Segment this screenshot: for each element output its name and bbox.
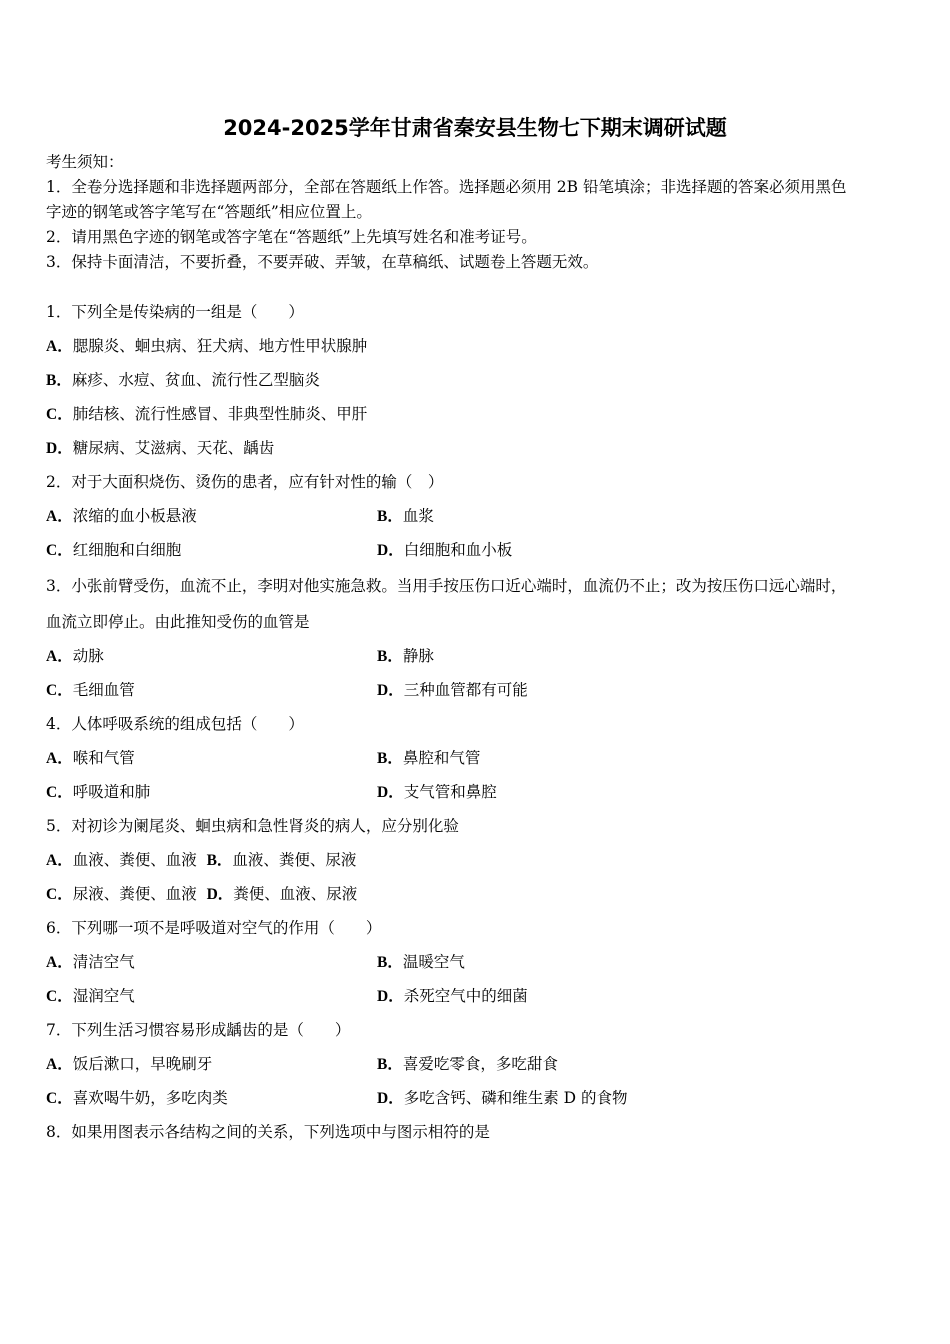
option-text: 毛细血管 [72,681,135,699]
option [46,363,320,398]
option [207,851,357,869]
option-label: C． [46,1090,73,1107]
option-text: 糖尿病、艾滋病、天花、龋齿 [72,439,275,457]
option [377,673,528,708]
option [46,851,197,869]
question [46,1013,916,1115]
option-text: 清洁空气 [72,953,135,971]
option-text: 肺结核、流行性感冒、非典型性肺炎、甲肝 [72,405,368,423]
option-label: D． [377,988,404,1005]
option-label: C． [46,406,73,423]
option-label: C． [46,542,73,559]
option-label: A． [46,338,73,355]
option-text: 血液、粪便、尿液 [232,851,357,869]
option-text: 粪便、血液、尿液 [233,885,358,903]
option-text: 血浆 [402,507,434,525]
option-label: C． [46,886,73,903]
option [46,1081,228,1116]
notice-item: 1．全卷分选择题和非选择题两部分，全部在答题纸上作答。选择题必须用 2B 铅笔填涂；非选择题的答案必须用黑色 [46,178,847,196]
question-stem: 8．如果用图表示各结构之间的关系，下列选项中与图示相符的是 [46,1123,490,1141]
question [46,707,916,809]
option-label: B． [377,508,403,525]
option-text: 喉和气管 [72,749,135,767]
option [46,945,135,980]
option [46,329,367,364]
notice-item: 3．保持卡面清洁，不要折叠，不要弄破、弄皱，在草稿纸、试题卷上答题无效。 [46,253,599,271]
option-text: 动脉 [72,647,104,665]
option [377,741,480,776]
option-text: 湿润空气 [72,987,135,1005]
option-text: 白细胞和血小板 [403,541,513,559]
option-text: 多吃含钙、磷和维生素 D 的食物 [403,1089,628,1107]
option [46,885,197,903]
option [46,499,197,534]
question [46,809,916,911]
question [46,911,916,1013]
question-stem-cont: 血流立即停止。由此推知受伤的血管是 [46,613,310,631]
option-text: 鼻腔和气管 [402,749,481,767]
option [377,499,434,534]
option-label: B． [377,648,403,665]
option-text: 静脉 [402,647,434,665]
option-label: A． [46,954,73,971]
option-text: 三种血管都有可能 [403,681,528,699]
option-label: D． [206,886,234,903]
option [377,533,512,568]
option [46,639,104,674]
question [46,295,916,465]
option-text: 饭后漱口，早晚刷牙 [72,1055,213,1073]
option-label: D． [46,440,73,457]
option-label: A． [46,852,73,869]
question-stem: 2．对于大面积烧伤、烫伤的患者，应有针对性的输（ ） [46,473,444,491]
question-stem: 7．下列生活习惯容易形成龋齿的是（ ） [46,1021,351,1039]
option-label: C． [46,988,73,1005]
notice-item: 2．请用黑色字迹的钢笔或答字笔在“答题纸”上先填写姓名和准考证号。 [46,228,537,246]
option-label: B． [377,750,403,767]
option [46,431,274,466]
option-text: 浓缩的血小板悬液 [72,507,197,525]
option-label: B． [377,1056,403,1073]
option [46,1047,212,1082]
option [46,741,135,776]
notice-heading: 考生须知： [46,153,124,171]
exam-notice [46,150,906,275]
option [46,533,181,568]
option [46,775,150,810]
question-stem: 5．对初诊为阑尾炎、蛔虫病和急性肾炎的病人，应分别化验 [46,817,459,835]
option-label: D． [377,542,404,559]
option [46,979,135,1014]
option-text: 血液、粪便、血液 [72,851,197,869]
question-stem: 3．小张前臂受伤，血流不止，李明对他实施急救。当用手按压伤口近心端时，血流仍不止；改为按压伤口远心端时， [46,577,847,595]
option-label: A． [46,750,73,767]
option [377,979,528,1014]
option [46,673,135,708]
option [377,639,434,674]
option-label: B． [46,372,72,389]
question-stem: 1．下列全是传染病的一组是（ ） [46,303,304,321]
option-text: 喜爱吃零食，多吃甜食 [402,1055,558,1073]
question-stem: 6．下列哪一项不是呼吸道对空气的作用（ ） [46,919,382,937]
option-label: D． [377,1090,404,1107]
option-text: 尿液、粪便、血液 [72,885,197,903]
question [46,465,916,567]
option-label: A． [46,1056,73,1073]
option [377,945,465,980]
option-text: 喜欢喝牛奶，多吃肉类 [72,1089,228,1107]
option [377,1081,628,1116]
option-text: 温暖空气 [402,953,465,971]
option-label: C． [46,784,73,801]
option-label: C． [46,682,73,699]
question [46,567,916,707]
notice-item: 字迹的钢笔或答字笔写在“答题纸”相应位置上。 [46,203,372,221]
option-text: 麻疹、水痘、贫血、流行性乙型脑炎 [71,371,320,389]
option-text: 红细胞和白细胞 [72,541,182,559]
option-label: D． [377,682,404,699]
option-text: 呼吸道和肺 [72,783,151,801]
option [377,775,497,810]
page-title: 2024-2025学年甘肃省秦安县生物七下期末调研试题 [223,116,727,140]
option-label: B． [377,954,403,971]
option-label: B． [206,852,233,869]
question [46,1115,916,1149]
option-text: 腮腺炎、蛔虫病、狂犬病、地方性甲状腺肿 [72,337,368,355]
option-text: 支气管和鼻腔 [403,783,497,801]
option-label: A． [46,648,73,665]
option [46,397,367,432]
option-text: 杀死空气中的细菌 [403,987,528,1005]
option [377,1047,558,1082]
question-stem: 4．人体呼吸系统的组成包括（ ） [46,715,304,733]
option-label: A． [46,508,73,525]
question-list [46,295,916,1149]
option [207,885,358,903]
option-label: D． [377,784,404,801]
